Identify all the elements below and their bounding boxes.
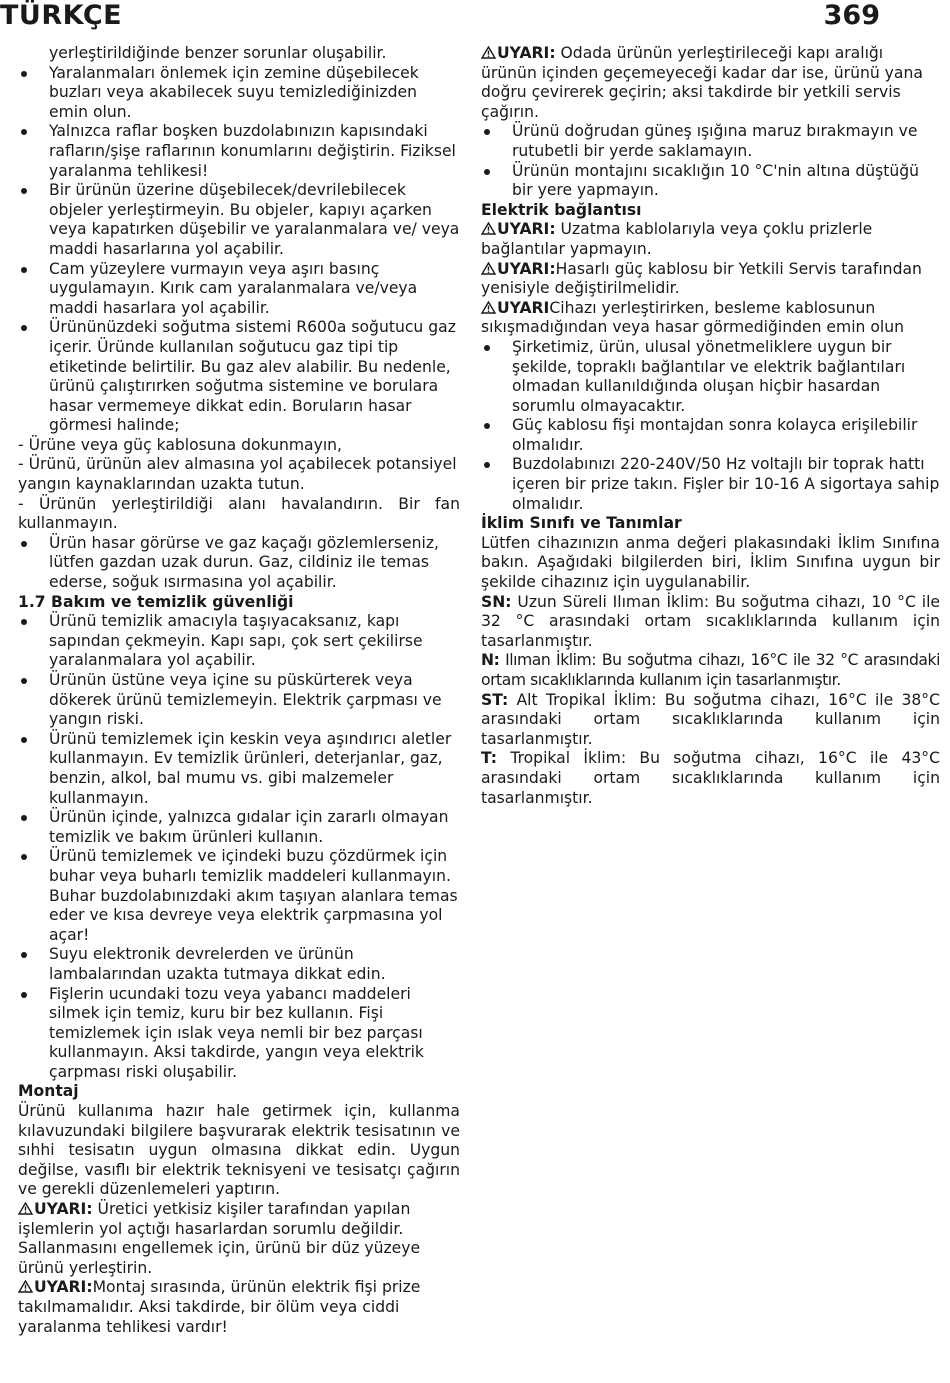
climate-text: Alt Tropikal İklim: Bu soğutma cihazı, 16°C ile 38°C arasındaki ortam sıcaklıklarında kullanım için tasarlanmıştır. — [481, 690, 940, 748]
warning-text: Uzatma kablolarıyla veya çoklu prizlerle bağlantılar yapmayın. — [481, 220, 873, 258]
list-item: Ürün hasar görürse ve gaz kaçağı gözlemlerseniz, lütfen gazdan uzak durun. Gaz, cildiniz ile temas ederse, soğuk ısırmasına yol açabilir. — [18, 534, 460, 593]
list-item: Fişlerin ucundaki tozu veya yabancı maddeleri silmek için temiz, kuru bir bez kullanın. Fişi temizlemek için ıslak veya nemli bir bez parçası kullanmayın. Aksi takdirde, yangın veya elektrik çarpması riski oluşabilir. — [18, 985, 460, 1083]
warning-label: UYARI: — [497, 259, 556, 278]
list-item: Ürünün üstüne veya içine su püskürterek veya dökerek ürünü temizlemeyin. Elektrik çarpması ve yangın riski. — [18, 671, 460, 730]
warning-label: UYARI: — [497, 220, 556, 239]
list-item: Cam yüzeylere vurmayın veya aşırı basınç uygulamayın. Kırık cam yaralanmalara ve/veya maddi hasarlara yol açabilir. — [18, 260, 460, 319]
paragraph: Lütfen cihazınızın anma değeri plakasındaki İklim Sınıfına bakın. Aşağıdaki bilgilerden biri, İklim Sınıfına uygun bir şekilde cihazınız için uygulanabilir. — [481, 533, 940, 592]
bullet-list-cleaning — [18, 612, 460, 1082]
dash-item: - Ürüne veya güç kablosuna dokunmayın, — [18, 435, 342, 454]
climate-label: T: — [481, 749, 498, 768]
warning-triangle-icon — [481, 301, 496, 314]
warning-triangle-icon — [481, 46, 496, 59]
climate-class-st — [481, 691, 940, 750]
warning-text: Üretici yetkisiz kişiler tarafından yapılan işlemlerin yol açtığı hasarlardan sorumlu değildir. Sallanmasını engellemek için, ürünü bir düz yüzeye ürünü yerleştirin. — [18, 1200, 421, 1277]
list-item: Yalnızca raflar boşken buzdolabınızın kapısındaki rafların/şişe raflarının konumlarını değiştirin. Fiziksel yaralanma tehlikesi! — [18, 122, 460, 181]
right-column — [481, 44, 940, 808]
paragraph: Ürünü kullanıma hazır hale getirmek için, kullanma kılavuzundaki bilgilere başvurarak elektrik tesisatının ve sıhhi tesisatın uygun olmasına dikkat edin. Uygun değilse, vasıflı bir elektrik teknisyeni ve tesisatçı çağırın ve gerekli düzenlemeleri yaptırın. — [18, 1102, 460, 1199]
dash-item: - Ürünün yerleştirildiği alanı havalandırın. Bir fan kullanmayın. — [18, 494, 460, 533]
climate-label: N: — [481, 651, 500, 670]
dash-item: - Ürünü, ürünün alev almasına yol açabilecek potansiyel yangın kaynaklarından uzakta tutun. — [18, 455, 457, 494]
climate-class-n — [481, 651, 940, 690]
warning-text: Cihazı yerleştirirken, besleme kablosunun sıkışmadığından veya hasar görmediğinden emin olun — [481, 298, 905, 337]
warning-text: Montaj sırasında, ürünün elektrik fişi prize takılmamalıdır. Aksi takdirde, bir ölüm veya ciddi yaralanma tehlikesi vardır! — [18, 1278, 421, 1336]
language-title: TÜRKÇE — [0, 0, 123, 31]
climate-text: Tropikal İklim: Bu soğutma cihazı, 16°C ile 43°C arasındaki ortam sıcaklıklarında kullanım için tasarlanmıştır. — [481, 749, 940, 807]
page-header — [0, 0, 950, 38]
section-heading: Montaj — [18, 1082, 79, 1101]
climate-label: ST: — [481, 690, 509, 709]
warning-triangle-icon — [18, 1202, 33, 1215]
list-item: Buzdolabınızı 220-240V/50 Hz voltajlı bir toprak hattı içeren bir prize takın. Fişler bir 10-16 A sigortaya sahip olmalıdır. — [481, 455, 940, 514]
warning-paragraph — [18, 1200, 460, 1278]
bullet-list-placement — [481, 122, 940, 200]
list-item: Ürünü temizlik amacıyla taşıyacaksanız, kapı sapından çekmeyin. Kapı sapı, çok sert çekilirse yaralanmalara yol açabilir. — [18, 612, 460, 671]
list-item: Ürünü temizlemek ve içindeki buzu çözdürmek için buhar veya buharlı temizlik maddeleri kullanmayın. Buhar buzdolabınızdaki akım taşıyan alanlara temas eder ve kısa devreye veya elektrik çarpmasına yol açar! — [18, 847, 460, 945]
warning-label: UYARI: — [34, 1278, 93, 1297]
warning-paragraph — [481, 44, 940, 122]
bullet-list-safety — [18, 64, 460, 436]
list-item: Bir ürünün üzerine düşebilecek/devrilebilecek objeler yerleştirmeyin. Bu objeler, kapıyı açarken veya kapatırken düşebilir ve yaralanmalara ve/ veya maddi hasarlarına yol açabilir. — [18, 181, 460, 259]
list-item: Yaralanmaları önlemek için zemine düşebilecek buzları veya akabilecek suyu temizlediğinizden emin olun. — [18, 64, 460, 123]
climate-text: Ilıman İklim: Bu soğutma cihazı, 16°C ile 32 °C arasındaki ortam sıcaklıklarında kullanım için tasarlanmıştır. — [481, 651, 940, 689]
bullet-list-electric — [481, 338, 940, 514]
list-item: Ürünün içinde, yalnızca gıdalar için zararlı olmayan temizlik ve bakım ürünleri kullanın. — [18, 808, 460, 847]
list-item: Ürünü doğrudan güneş ışığına maruz bırakmayın ve rutubetli bir yerde saklamayın. — [481, 122, 940, 161]
list-item: Ürünü temizlemek için keskin veya aşındırıcı aletler kullanmayın. Ev temizlik ürünleri, deterjanlar, gaz, benzin, alkol, bal mumu vs. gibi malzemeler kullanmayın. — [18, 730, 460, 808]
section-heading: Elektrik bağlantısı — [481, 200, 642, 219]
climate-text: Uzun Süreli Ilıman İklim: Bu soğutma cihazı, 10 °C ile 32 °C arasındaki ortam sıcaklıklarında kullanım için tasarlanmıştır. — [481, 592, 940, 650]
warning-label: UYARI: — [34, 1200, 93, 1219]
warning-triangle-icon — [481, 262, 496, 275]
section-heading: 1.7 Bakım ve temizlik güvenliği — [18, 592, 294, 611]
list-item: Ürünün montajını sıcaklığın 10 °C'nin altına düştüğü bir yere yapmayın. — [481, 162, 940, 201]
list-item: Şirketimiz, ürün, ulusal yönetmeliklere uygun bir şekilde, topraklı bağlantılar ve elektrik bağlantıları olmadan kullanıldığında oluşan hiçbir hasardan sorumlu olmayacaktır. — [481, 338, 940, 416]
left-column — [18, 44, 460, 1337]
warning-paragraph — [18, 1278, 460, 1337]
bullet-list-gas — [18, 534, 460, 593]
list-item: Suyu elektronik devrelerden ve ürünün lambalarından uzakta tutmaya dikkat edin. — [18, 945, 460, 984]
warning-label: UYARI: — [497, 44, 556, 62]
warning-text: Hasarlı güç kablosu bir Yetkili Servis tarafından yenisiyle değiştirilmelidir. — [481, 259, 922, 298]
page-number: 369 — [823, 0, 880, 31]
climate-class-sn — [481, 593, 940, 652]
list-item: Ürününüzdeki soğutma sistemi R600a soğutucu gaz içerir. Üründe kullanılan soğutucu gaz tipi tip etiketinde belirtilir. Bu gaz alev alabilir. Bu nedenle, ürünü çalıştırırken soğutma sistemine ve borulara hasar vermemeye dikkat edin. Boruların hasar görmesi halinde; — [18, 318, 460, 436]
warning-label: UYARI — [497, 298, 550, 317]
warning-paragraph — [481, 220, 940, 259]
section-heading: İklim Sınıfı ve Tanımlar — [481, 514, 682, 533]
warning-paragraph — [481, 260, 940, 299]
intro-continuation: yerleştirildiğinde benzer sorunlar oluşabilir. — [49, 44, 387, 62]
climate-label: SN: — [481, 592, 512, 611]
warning-paragraph — [481, 299, 940, 338]
warning-text: Odada ürünün yerleştirileceği kapı aralığı ürünün içinden geçemeyeceği kadar dar ise, ürünü yana doğru çevirerek geçirin; aksi takdirde bir yetkili servis çağırın. — [481, 44, 923, 121]
warning-triangle-icon — [481, 222, 496, 235]
list-item: Güç kablosu fişi montajdan sonra kolayca erişilebilir olmalıdır. — [481, 416, 940, 455]
warning-triangle-icon — [18, 1280, 33, 1293]
climate-class-t — [481, 749, 940, 808]
